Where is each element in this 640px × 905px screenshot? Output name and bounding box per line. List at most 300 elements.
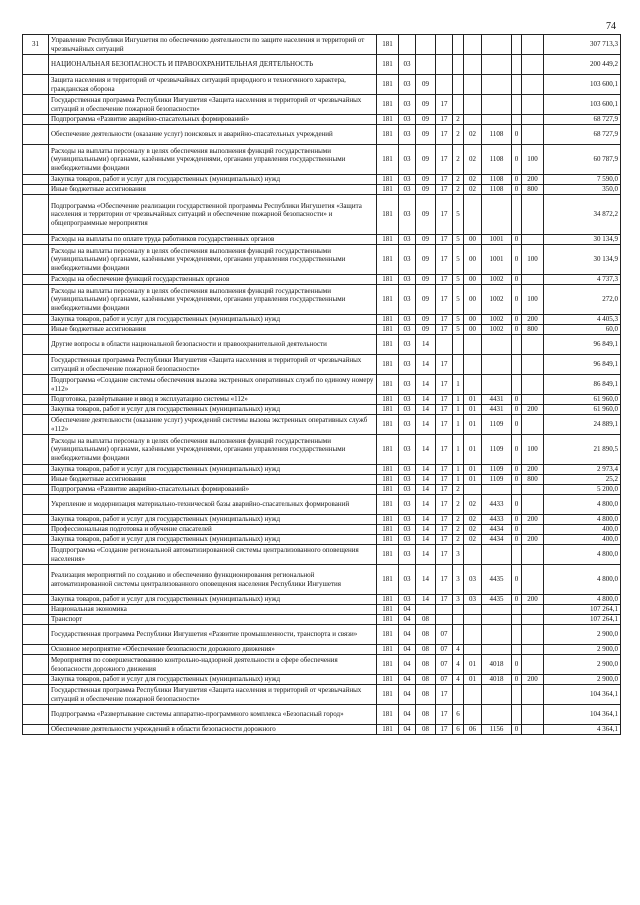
code-suffix: 0 — [512, 655, 522, 675]
code-ministry: 181 — [377, 415, 399, 435]
line-item-name: Закупка товаров, работ и услуг для государственных (муниципальных) нужд — [49, 175, 377, 185]
code-expense-type — [522, 725, 544, 735]
code-suffix: 0 — [512, 415, 522, 435]
code-direction — [482, 605, 512, 615]
code-ministry: 181 — [377, 145, 399, 175]
code-program: 17 — [436, 95, 453, 115]
line-item-name: Расходы на выплаты персоналу в целях обеспечения выполнения функций государственными (муниципальными) органами, казёнными учреждениями, органами управления государственными внебюджетными фондами — [49, 435, 377, 465]
row-number — [23, 465, 49, 475]
code-suffix: 0 — [512, 595, 522, 605]
code-program: 17 — [436, 325, 453, 335]
code-expense-type: 800 — [522, 325, 544, 335]
code-expense-type — [522, 235, 544, 245]
code-subsection: 08 — [416, 615, 436, 625]
amount: 307 713,3 — [544, 35, 621, 55]
amount: 2 900,0 — [544, 625, 621, 645]
code-subprogram — [453, 335, 464, 355]
line-item-name: Закупка товаров, работ и услуг для государственных (муниципальных) нужд — [49, 535, 377, 545]
code-section: 04 — [399, 655, 416, 675]
code-program: 17 — [436, 435, 453, 465]
scan-edge — [0, 893, 640, 895]
line-item-name: Государственная программа Республики Ингушетия «Развитие промышленности, транспорта и связи» — [49, 625, 377, 645]
code-subprogram: 5 — [453, 275, 464, 285]
code-section: 03 — [399, 415, 416, 435]
code-section: 03 — [399, 465, 416, 475]
code-event — [464, 485, 482, 495]
code-direction — [482, 75, 512, 95]
code-event: 01 — [464, 465, 482, 475]
amount: 34 872,2 — [544, 195, 621, 235]
code-subprogram — [453, 35, 464, 55]
table-row — [23, 275, 621, 285]
code-subsection: 14 — [416, 525, 436, 535]
row-number — [23, 325, 49, 335]
row-number — [23, 655, 49, 675]
code-subprogram: 2 — [453, 535, 464, 545]
code-subprogram — [453, 605, 464, 615]
code-subsection: 09 — [416, 115, 436, 125]
table-row — [23, 675, 621, 685]
code-direction: 4018 — [482, 675, 512, 685]
amount: 30 134,9 — [544, 235, 621, 245]
code-expense-type — [522, 195, 544, 235]
line-item-name: Расходы на обеспечение функций государственных органов — [49, 275, 377, 285]
code-ministry: 181 — [377, 235, 399, 245]
code-direction — [482, 95, 512, 115]
code-ministry: 181 — [377, 565, 399, 595]
code-ministry: 181 — [377, 515, 399, 525]
row-number — [23, 235, 49, 245]
amount: 2 900,0 — [544, 675, 621, 685]
code-ministry: 181 — [377, 95, 399, 115]
code-subprogram: 6 — [453, 725, 464, 735]
code-ministry: 181 — [377, 335, 399, 355]
code-subprogram — [453, 55, 464, 75]
code-direction: 1002 — [482, 325, 512, 335]
code-ministry: 181 — [377, 245, 399, 275]
code-section: 03 — [399, 535, 416, 545]
row-number — [23, 685, 49, 705]
code-subsection: 08 — [416, 645, 436, 655]
code-subsection: 14 — [416, 515, 436, 525]
code-subsection — [416, 55, 436, 75]
code-expense-type: 200 — [522, 595, 544, 605]
code-event — [464, 605, 482, 615]
code-program: 17 — [436, 685, 453, 705]
code-direction: 1108 — [482, 185, 512, 195]
line-item-name: Обеспечение деятельности учреждений в области безопасности дорожного — [49, 725, 377, 735]
code-ministry: 181 — [377, 185, 399, 195]
page-number: 74 — [606, 21, 616, 32]
amount: 4 800,0 — [544, 565, 621, 595]
code-subprogram: 5 — [453, 235, 464, 245]
code-suffix — [512, 195, 522, 235]
code-expense-type — [522, 375, 544, 395]
code-subsection: 14 — [416, 435, 436, 465]
code-subprogram: 3 — [453, 565, 464, 595]
code-section: 03 — [399, 375, 416, 395]
row-number — [23, 595, 49, 605]
amount: 86 849,1 — [544, 375, 621, 395]
code-expense-type — [522, 35, 544, 55]
row-number — [23, 605, 49, 615]
code-subsection: 14 — [416, 415, 436, 435]
code-direction — [482, 545, 512, 565]
code-expense-type — [522, 115, 544, 125]
row-number — [23, 395, 49, 405]
code-event — [464, 355, 482, 375]
code-subprogram: 5 — [453, 325, 464, 335]
code-subprogram: 2 — [453, 525, 464, 535]
code-section: 04 — [399, 675, 416, 685]
code-section: 03 — [399, 235, 416, 245]
code-direction: 4018 — [482, 655, 512, 675]
code-ministry: 181 — [377, 725, 399, 735]
code-subprogram: 2 — [453, 185, 464, 195]
code-suffix: 0 — [512, 725, 522, 735]
code-suffix: 0 — [512, 675, 522, 685]
code-event — [464, 645, 482, 655]
line-item-name: Обеспечение деятельности (оказание услуг) поисковых и аварийно-спасательных учреждений — [49, 125, 377, 145]
code-ministry: 181 — [377, 645, 399, 655]
code-program: 17 — [436, 275, 453, 285]
code-program: 07 — [436, 645, 453, 655]
line-item-name: Закупка товаров, работ и услуг для государственных (муниципальных) нужд — [49, 515, 377, 525]
code-program: 17 — [436, 195, 453, 235]
code-expense-type — [522, 95, 544, 115]
row-number — [23, 415, 49, 435]
code-expense-type — [522, 55, 544, 75]
code-section: 03 — [399, 355, 416, 375]
code-program: 17 — [436, 475, 453, 485]
code-subprogram: 3 — [453, 595, 464, 605]
code-event: 02 — [464, 515, 482, 525]
code-subprogram: 4 — [453, 675, 464, 685]
code-ministry: 181 — [377, 285, 399, 315]
code-subsection: 09 — [416, 285, 436, 315]
code-direction: 4433 — [482, 495, 512, 515]
code-direction: 1001 — [482, 245, 512, 275]
row-number — [23, 485, 49, 495]
code-ministry: 181 — [377, 315, 399, 325]
code-section: 04 — [399, 605, 416, 615]
code-event — [464, 335, 482, 355]
line-item-name: Обеспечение деятельности (оказание услуг) учреждений системы вызова экстренных оперативных служб «112» — [49, 415, 377, 435]
line-item-name: Расходы на выплаты персоналу в целях обеспечения выполнения функций государственными (муниципальными) органами, казёнными учреждениями, органами управления государственными внебюджетными фондами — [49, 285, 377, 315]
row-number — [23, 375, 49, 395]
row-number — [23, 535, 49, 545]
amount: 96 849,1 — [544, 335, 621, 355]
amount: 107 264,1 — [544, 605, 621, 615]
row-number — [23, 95, 49, 115]
code-expense-type: 200 — [522, 175, 544, 185]
code-subsection: 09 — [416, 125, 436, 145]
code-expense-type: 100 — [522, 285, 544, 315]
code-subsection: 09 — [416, 245, 436, 275]
code-subsection: 09 — [416, 195, 436, 235]
line-item-name: Иные бюджетные ассигнования — [49, 325, 377, 335]
row-number — [23, 565, 49, 595]
row-number: 31 — [23, 35, 49, 55]
line-item-name: Подпрограмма «Развертывание системы аппаратно-программного комплекса «Безопасный город» — [49, 705, 377, 725]
code-expense-type — [522, 75, 544, 95]
code-suffix: 0 — [512, 535, 522, 545]
table-row — [23, 235, 621, 245]
code-expense-type — [522, 485, 544, 495]
code-direction: 4431 — [482, 405, 512, 415]
table-row — [23, 525, 621, 535]
code-ministry: 181 — [377, 595, 399, 605]
code-event: 00 — [464, 285, 482, 315]
code-suffix — [512, 355, 522, 375]
code-expense-type — [522, 545, 544, 565]
code-section: 03 — [399, 175, 416, 185]
code-expense-type: 200 — [522, 515, 544, 525]
code-ministry: 181 — [377, 375, 399, 395]
line-item-name: Профессиональная подготовка и обучение спасателей — [49, 525, 377, 535]
code-subprogram: 2 — [453, 515, 464, 525]
amount: 24 889,1 — [544, 415, 621, 435]
code-subprogram: 1 — [453, 415, 464, 435]
code-direction: 4433 — [482, 515, 512, 525]
amount: 2 900,0 — [544, 645, 621, 655]
code-program: 17 — [436, 355, 453, 375]
code-suffix: 0 — [512, 275, 522, 285]
code-suffix: 0 — [512, 525, 522, 535]
code-section: 03 — [399, 515, 416, 525]
table-row — [23, 325, 621, 335]
line-item-name: Подпрограмма «Создание системы обеспечения вызова экстренных оперативных служб по единому номеру «112» — [49, 375, 377, 395]
code-suffix — [512, 75, 522, 95]
code-suffix: 0 — [512, 475, 522, 485]
code-subsection: 14 — [416, 565, 436, 595]
line-item-name: Защита населения и территорий от чрезвычайных ситуаций природного и техногенного характера, гражданская оборона — [49, 75, 377, 95]
budget-table — [22, 34, 621, 735]
code-event — [464, 115, 482, 125]
code-suffix — [512, 115, 522, 125]
code-direction: 1001 — [482, 235, 512, 245]
code-subprogram: 4 — [453, 655, 464, 675]
code-event: 00 — [464, 235, 482, 245]
code-section: 03 — [399, 335, 416, 355]
code-subsection: 14 — [416, 465, 436, 475]
code-ministry: 181 — [377, 355, 399, 375]
code-direction: 4434 — [482, 525, 512, 535]
amount: 2 900,0 — [544, 655, 621, 675]
code-section: 03 — [399, 525, 416, 535]
line-item-name: Расходы на выплаты персоналу в целях обеспечения выполнения функций государственными (муниципальными) органами, казёнными учреждениями, органами управления государственными внебюджетными фондами — [49, 245, 377, 275]
code-direction: 1002 — [482, 315, 512, 325]
code-expense-type — [522, 615, 544, 625]
code-subprogram: 1 — [453, 465, 464, 475]
row-number — [23, 405, 49, 415]
code-section: 03 — [399, 285, 416, 315]
table-row — [23, 725, 621, 735]
code-suffix — [512, 35, 522, 55]
code-subprogram — [453, 75, 464, 95]
code-suffix — [512, 545, 522, 565]
code-expense-type: 100 — [522, 145, 544, 175]
code-suffix: 0 — [512, 145, 522, 175]
code-subsection — [416, 605, 436, 615]
code-event: 00 — [464, 325, 482, 335]
code-subprogram: 5 — [453, 315, 464, 325]
table-row — [23, 245, 621, 275]
code-subsection: 09 — [416, 325, 436, 335]
code-event: 06 — [464, 725, 482, 735]
code-program — [436, 35, 453, 55]
code-program: 17 — [436, 145, 453, 175]
line-item-name: Другие вопросы в области национальной безопасности и правоохранительной деятельности — [49, 335, 377, 355]
table-row — [23, 495, 621, 515]
code-event: 01 — [464, 475, 482, 485]
row-number — [23, 515, 49, 525]
code-subprogram — [453, 625, 464, 645]
amount: 61 960,0 — [544, 405, 621, 415]
code-suffix: 0 — [512, 125, 522, 145]
code-program: 17 — [436, 705, 453, 725]
code-direction: 1002 — [482, 275, 512, 285]
code-direction — [482, 705, 512, 725]
code-section: 03 — [399, 545, 416, 565]
code-subsection: 08 — [416, 685, 436, 705]
code-subsection: 09 — [416, 185, 436, 195]
table-row — [23, 175, 621, 185]
code-subsection: 14 — [416, 335, 436, 355]
code-program: 17 — [436, 595, 453, 605]
line-item-name: Государственная программа Республики Ингушетия «Защита населения и территорий от чрезвычайных ситуаций и обеспечение пожарной безопасности» — [49, 355, 377, 375]
code-expense-type — [522, 495, 544, 515]
code-subsection: 09 — [416, 95, 436, 115]
code-subprogram: 2 — [453, 115, 464, 125]
code-event: 02 — [464, 175, 482, 185]
row-number — [23, 125, 49, 145]
code-program: 17 — [436, 485, 453, 495]
code-subprogram: 6 — [453, 705, 464, 725]
code-section: 04 — [399, 705, 416, 725]
code-section: 04 — [399, 645, 416, 655]
code-section: 03 — [399, 325, 416, 335]
code-program: 17 — [436, 515, 453, 525]
code-program: 17 — [436, 315, 453, 325]
row-number — [23, 185, 49, 195]
code-suffix — [512, 625, 522, 645]
table-row — [23, 615, 621, 625]
code-program — [436, 605, 453, 615]
table-row — [23, 605, 621, 615]
line-item-name: Расходы на выплаты персоналу в целях обеспечения выполнения функций государственными (муниципальными) органами, казёнными учреждениями, органами управления государственными внебюджетными фондами — [49, 145, 377, 175]
code-expense-type — [522, 655, 544, 675]
row-number — [23, 285, 49, 315]
amount: 400,0 — [544, 525, 621, 535]
line-item-name: Закупка товаров, работ и услуг для государственных (муниципальных) нужд — [49, 595, 377, 605]
code-event: 01 — [464, 675, 482, 685]
code-subsection: 09 — [416, 145, 436, 175]
line-item-name: Подпрограмма «Развитие аварийно-спасательных формирований» — [49, 485, 377, 495]
code-program — [436, 75, 453, 95]
code-subsection: 14 — [416, 495, 436, 515]
code-suffix — [512, 375, 522, 395]
code-subsection: 08 — [416, 725, 436, 735]
code-expense-type — [522, 335, 544, 355]
code-suffix: 0 — [512, 395, 522, 405]
code-event — [464, 35, 482, 55]
table-row — [23, 75, 621, 95]
code-event: 00 — [464, 315, 482, 325]
amount: 103 600,1 — [544, 75, 621, 95]
line-item-name: Иные бюджетные ассигнования — [49, 475, 377, 485]
code-expense-type — [522, 275, 544, 285]
code-ministry: 181 — [377, 35, 399, 55]
code-subsection: 08 — [416, 675, 436, 685]
code-expense-type: 800 — [522, 185, 544, 195]
row-number — [23, 115, 49, 125]
code-subsection: 14 — [416, 405, 436, 415]
code-section: 04 — [399, 625, 416, 645]
table-row — [23, 595, 621, 605]
row-number — [23, 625, 49, 645]
amount: 4 800,0 — [544, 515, 621, 525]
code-direction — [482, 375, 512, 395]
amount: 4 800,0 — [544, 495, 621, 515]
code-expense-type: 100 — [522, 245, 544, 275]
code-ministry: 181 — [377, 495, 399, 515]
code-suffix — [512, 605, 522, 615]
row-number — [23, 615, 49, 625]
amount: 104 364,1 — [544, 705, 621, 725]
table-row — [23, 375, 621, 395]
code-suffix — [512, 55, 522, 75]
code-subprogram — [453, 355, 464, 375]
amount: 104 364,1 — [544, 685, 621, 705]
code-ministry: 181 — [377, 395, 399, 405]
code-direction: 1002 — [482, 285, 512, 315]
code-subsection: 09 — [416, 275, 436, 285]
code-subprogram: 1 — [453, 395, 464, 405]
code-suffix: 0 — [512, 325, 522, 335]
table-row — [23, 35, 621, 55]
amount: 7 590,0 — [544, 175, 621, 185]
code-event — [464, 75, 482, 95]
code-ministry: 181 — [377, 605, 399, 615]
code-subsection: 14 — [416, 595, 436, 605]
code-program: 07 — [436, 655, 453, 675]
code-program — [436, 615, 453, 625]
code-event: 02 — [464, 535, 482, 545]
code-subprogram: 1 — [453, 405, 464, 415]
code-event: 02 — [464, 145, 482, 175]
code-subprogram: 5 — [453, 285, 464, 315]
amount: 350,0 — [544, 185, 621, 195]
code-suffix: 0 — [512, 245, 522, 275]
table-row — [23, 565, 621, 595]
code-direction: 1156 — [482, 725, 512, 735]
line-item-name: Подпрограмма «Развитие аварийно-спасательных формирований» — [49, 115, 377, 125]
amount: 107 264,1 — [544, 615, 621, 625]
table-row — [23, 315, 621, 325]
code-section: 03 — [399, 485, 416, 495]
code-program: 17 — [436, 725, 453, 735]
code-ministry: 181 — [377, 75, 399, 95]
code-event: 01 — [464, 655, 482, 675]
code-expense-type: 200 — [522, 465, 544, 475]
code-program: 07 — [436, 625, 453, 645]
table-row — [23, 645, 621, 655]
code-subprogram: 2 — [453, 495, 464, 515]
line-item-name: Государственная программа Республики Ингушетия «Защита населения и территорий от чрезвычайных ситуаций и обеспечение пожарной безопасности» — [49, 95, 377, 115]
code-subprogram: 5 — [453, 245, 464, 275]
code-ministry: 181 — [377, 675, 399, 685]
